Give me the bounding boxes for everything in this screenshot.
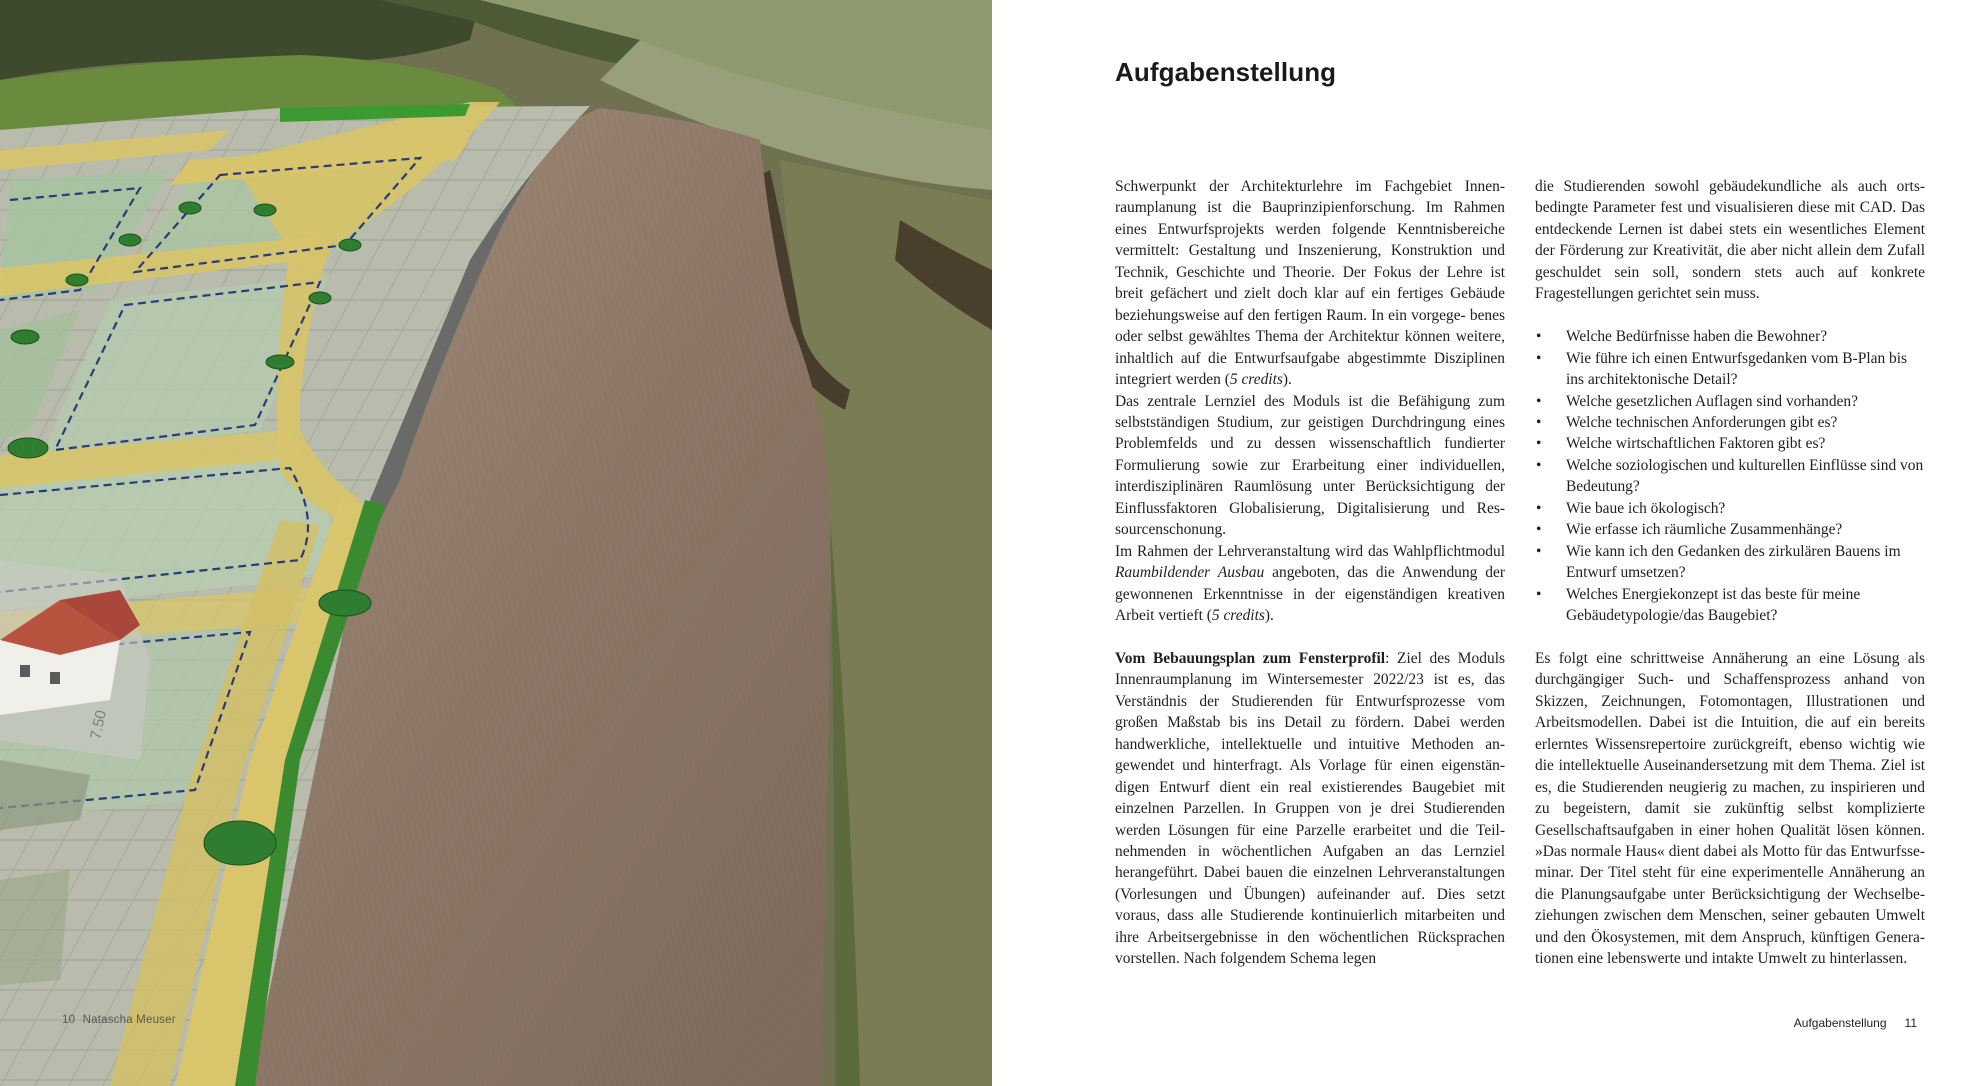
col1-paragraph-1: Schwerpunkt der Architekturlehre im Fachgebiet Innen- raumplanung ist die Bauprinzipienforschung. Im Rahmen eines Entwurfsprojekts werden folgende Kenntnisbereiche vermittelt: Gestaltung und Inszenierung, Konstruktion und Technik, Geschichte und Theorie. Der Fokus der Lehre ist breit gefächert und zielt doch klar auf ein fertiges Gebäude beziehungsweise auf den fertigen Raum. In ein vorgege- benes oder selbst gewähltes Thema der Architektur können weitere, inhaltlich auf die Entwurfsaufgabe abgestimmte Disziplinen integriert werden (5 credits). — [1115, 178, 1506, 389]
question-item: • Welche Bedürfnisse haben die Bewohner? — [1535, 326, 1925, 347]
running-footer-label: Aufgabenstellung — [1793, 1016, 1887, 1030]
question-item: • Wie führe ich einen Entwurfsgedanken vom B-Plan bis ins architektonische Detail? — [1535, 348, 1925, 391]
paragraph-gap — [1535, 627, 1925, 648]
question-item: • Welche gesetzlichen Auflagen sind vorhanden? — [1535, 391, 1925, 412]
right-page — [992, 0, 1984, 1086]
col2-paragraph-1: die Studierenden sowohl gebäudekundliche als auch ortsbedingte Parameter fest und visualisieren diese mit CAD. Das entdeckende Lernen ist dabei stets ein wesentliches Element der Förderung zur Kreativität, die aber nicht allein dem Zufall geschuldet sein soll, sondern stets auch auf konkrete Fragestellungen gerichtet sein muss. — [1535, 178, 1925, 303]
col2-paragraph-2: Es folgt eine schrittweise Annäherung an eine Lösung als durchgängiger Such- und Schaffensprozess anhand von Skizzen, Zeichnungen, Fotomontagen, Illustrationen und Arbeitsmodellen. Dabei ist die Intuition, die auf ein bereits erlerntes Wissensrepertoire zurückgreift, ebenso wichtig wie die intellektuelle Auseinandersetzung mit dem Thema. Ziel ist es, die Studierenden neugierig zu machen, zu inspirieren und zu begeistern, damit sie zukünftig selbst komplizierte Gesellschaftsaufgaben in einer hohen Qualität lösen können. »Das normale Haus« dient dabei als Motto für das Entwurfsseminar. Der Titel steht für eine experimentelle Annäherung an die Planungsaufgabe unter Berücksichtigung der Wechselbeziehungen zwischen dem Menschen, seiner gebauten Umwelt und den Ökosystemen, mit dem Anspruch, künftigen Generationen eine lebenswerte und intakte Umwelt zu hinterlassen. — [1535, 649, 1925, 968]
question-item: • Wie baue ich ökologisch? — [1535, 498, 1925, 519]
section-lead-heading: Vom Bebauungsplan zum Fensterprofil — [1115, 649, 1386, 667]
right-page-number: 11 — [1904, 1016, 1917, 1030]
col1-paragraph-2: Das zentrale Lernziel des Moduls ist die Befähigung zum selbstständigen Studium, zur geistigen Durchdringung eines Problemfelds und zu dessen wissenschaftlich fundierter Formulierung sowie zur Erarbeitung einer individuellen, interdisziplinären Raumlösung unter Berücksichtigung der Einflussfaktoren Globalisierung, Digitalisierung und Ressourcenschonung. — [1115, 392, 1505, 539]
paragraph-gap — [1115, 627, 1505, 648]
question-item: • Welche soziologischen und kulturellen Einflüsse sind von Bedeutung? — [1535, 455, 1925, 498]
question-item: • Welches Energiekonzept ist das beste für meine Gebäudetypologie/das Baugebiet? — [1535, 584, 1925, 627]
question-list — [1535, 326, 1925, 626]
question-item: • Wie erfasse ich räumliche Zusammenhänge? — [1535, 519, 1925, 540]
page-title: Aufgabenstellung — [1115, 57, 1337, 87]
question-item: • Wie kann ich den Gedanken des zirkulären Bauens im Entwurf umsetzen? — [1535, 541, 1925, 584]
col1-paragraph-3: Im Rahmen der Lehrveranstaltung wird das Wahlpflichtmodul Raumbildender Ausbau angeboten, das die Anwendung der gewonnenen Erkenntnisse in der eigenständigen kreativen Arbeit vertieft (5 credits). — [1115, 542, 1505, 625]
right-folio — [1794, 1016, 1917, 1030]
paragraph-gap — [1535, 305, 1925, 326]
col1-paragraph-4: Vom Bebauungsplan zum Fensterprofil: Ziel des Moduls Innenraumplanung im Wintersemester 2022/23 ist es, das Verständnis der Studierenden für Entwurfsprozesse vom großen Maßstab bis ins Detail zu fördern. Dabei werden handwerkliche, intellektuelle und intuitive Methoden angewendet und hinterfragt. Als Vorlage für einen eigenständigen Entwurf dient ein real existierendes Baugebiet mit einzelnen Parzellen. In Gruppen von je drei Studierenden werden Lösungen für eine Parzelle erarbeitet und die Teilnehmenden in wöchentlichen Aufgaben an das Lernziel herangeführt. Dabei bauen die einzelnen Lehrveranstaltungen (Vorlesungen und Übungen) aufeinander auf. Dies setzt voraus, dass alle Studierende kontinuierlich mitarbeiten und ihre Arbeitsergebnisse in den wöchentlichen Rücksprachen vorstellen. Nach folgendem Schema legen — [1115, 649, 1505, 968]
left-page-number: 10 — [62, 1014, 76, 1026]
question-item: • Welche wirtschaftlichen Faktoren gibt es? — [1535, 433, 1925, 454]
text-column-2 — [1535, 176, 1925, 970]
plan-dimension-label: 7.50 — [87, 708, 110, 741]
left-folio — [62, 1014, 176, 1026]
left-author: Natascha Meuser — [82, 1014, 176, 1026]
question-item: • Welche technischen Anforderungen gibt es? — [1535, 412, 1925, 433]
text-column-1 — [1115, 176, 1505, 970]
